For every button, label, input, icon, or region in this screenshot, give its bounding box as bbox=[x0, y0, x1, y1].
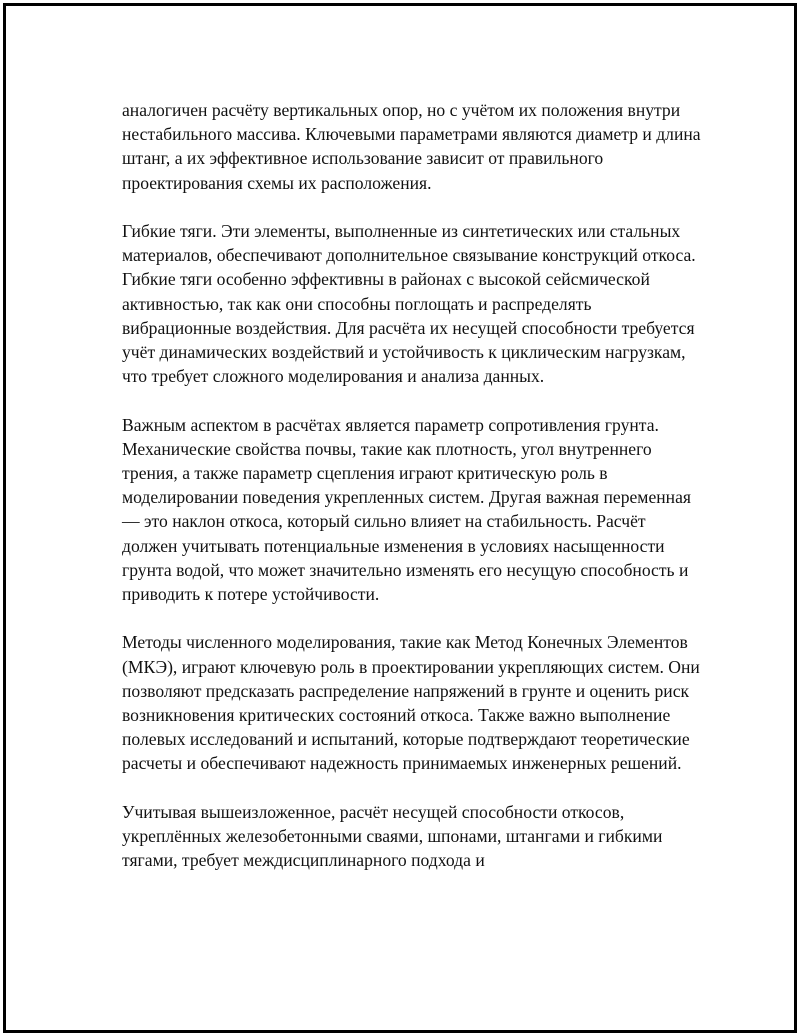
document-body bbox=[122, 98, 702, 872]
paragraph-1: аналогичен расчёту вертикальных опор, но с учётом их положения внутри нестабильного массива. Ключевыми параметрами являются диаметр и длина штанг, а их эффективное использование зависит от правильного проектирования схемы их расположения. bbox=[122, 100, 701, 193]
paragraph-2: Гибкие тяги. Эти элементы, выполненные из синтетических или стальных материалов, обеспечивают дополнительное связывание конструкций откоса. Гибкие тяги особенно эффективны в районах с высокой сейсмической активностью, так как они способны поглощать и распределять вибрационные воздействия. Для расчёта их несущей способности требуется учёт динамических воздействий и устойчивость к циклическим нагрузкам, что требует сложного моделирования и анализа данных. bbox=[122, 221, 696, 387]
paragraph-5: Учитывая вышеизложенное, расчёт несущей способности откосов, укреплённых железобетонными сваями, шпонами, штангами и гибкими тягами, требует междисциплинарного подхода и bbox=[122, 801, 663, 871]
paragraph-4: Методы численного моделирования, такие как Метод Конечных Элементов (МКЭ), играют ключевую роль в проектировании укрепляющих систем. Они позволяют предсказать распределение напряжений в грунте и оценить риск возникновения критических состояний откоса. Также важно выполнение полевых исследований и испытаний, которые подтверждают теоретические расчеты и обеспечивают надежность принимаемых инженерных решений. bbox=[122, 632, 700, 774]
paragraph-3: Важным аспектом в расчётах является параметр сопротивления грунта. Механические свойства почвы, такие как плотность, угол внутреннего трения, а также параметр сцепления играют критическую роль в моделировании поведения укрепленных систем. Другая важная переменная — это наклон откоса, который сильно влияет на стабильность. Расчёт должен учитывать потенциальные изменения в условиях насыщенности грунта водой, что может значительно изменять его несущую способность и приводить к потере устойчивости. bbox=[122, 414, 691, 605]
page-frame bbox=[3, 3, 797, 1033]
